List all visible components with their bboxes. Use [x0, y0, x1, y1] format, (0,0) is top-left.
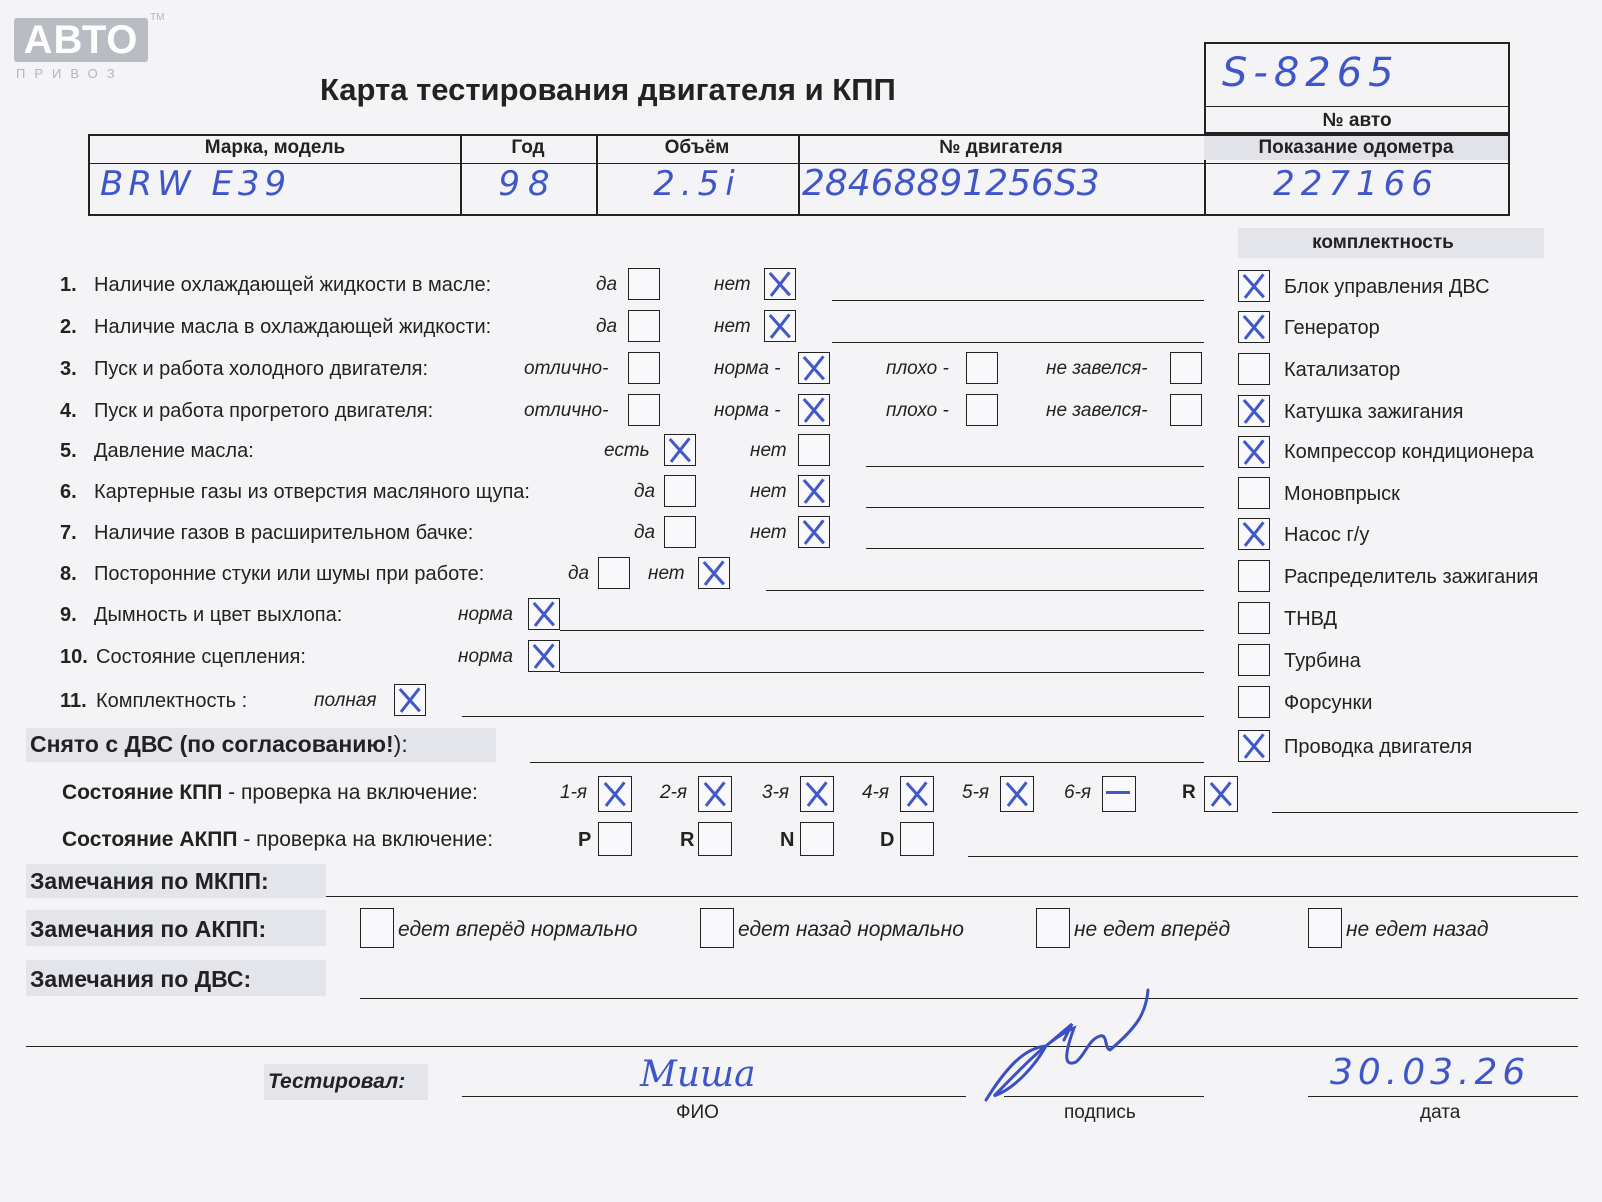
q1-text: Наличие охлаждающей жидкости в масле: — [94, 274, 492, 296]
mkpp-remarks-line — [326, 896, 1578, 897]
akpp-forward-ok-label: едет вперёд нормально — [398, 918, 638, 941]
q10-number: 10. — [60, 646, 88, 668]
col-year — [460, 136, 598, 214]
akpp-forward-ok-checkbox[interactable] — [360, 908, 394, 948]
q11-full-checkbox[interactable] — [394, 684, 426, 716]
kpp-note-line — [1272, 812, 1578, 813]
removed-line — [530, 762, 1204, 763]
q1-number: 1. — [60, 274, 77, 296]
q3-normal-checkbox[interactable] — [798, 352, 830, 384]
q8-number: 8. — [60, 563, 77, 585]
q3-excellent-checkbox[interactable] — [628, 352, 660, 384]
q4-bad-checkbox[interactable] — [966, 394, 998, 426]
kit-injection-pump-label: ТНВД — [1284, 608, 1338, 630]
kit-turbo-label: Турбина — [1284, 650, 1361, 672]
q7-text: Наличие газов в расширительном бачке: — [94, 522, 474, 544]
col-engine-no-header: № двигателя — [939, 137, 1063, 158]
q7-no-checkbox[interactable] — [798, 516, 830, 548]
auto-number-divider — [1206, 106, 1508, 107]
q6-opt-no-label: нет — [750, 481, 787, 502]
gear-5-label: 5-я — [962, 782, 990, 803]
q6-opt-yes-label: да — [634, 481, 656, 502]
akpp-reverse-ok-label: едет назад нормально — [738, 918, 964, 941]
kpp-label-rest: - проверка на включение: — [222, 781, 478, 804]
col-odometer-header: Показание одометра — [1204, 136, 1508, 160]
q11-note-line — [462, 716, 1204, 717]
q3-opt-normal-label: норма - — [714, 358, 781, 379]
kit-ps-pump-label: Насос г/у — [1284, 524, 1370, 546]
auto-number-box — [1204, 42, 1510, 134]
akpp-n-checkbox[interactable] — [800, 822, 834, 856]
q5-text: Давление масла: — [94, 440, 254, 462]
dvs-remarks-line-2 — [26, 1046, 1578, 1047]
col-odometer — [1204, 136, 1508, 214]
q6-number: 6. — [60, 481, 77, 503]
auto-number-label: № авто — [1322, 110, 1392, 131]
test-date: 30.03.26 — [1330, 1052, 1531, 1093]
gear-3-label: 3-я — [762, 782, 790, 803]
col-make — [90, 136, 462, 214]
kit-monoinjection-label: Моновпрыск — [1284, 483, 1400, 505]
kit-catalyst-checkbox[interactable] — [1238, 353, 1270, 385]
kit-header: комплектность — [1312, 232, 1454, 253]
q7-number: 7. — [60, 522, 77, 544]
akpp-n-label: N — [780, 829, 795, 851]
q2-text: Наличие масла в охлаждающей жидкости: — [94, 316, 492, 338]
akpp-label — [62, 828, 493, 852]
q8-yes-checkbox[interactable] — [598, 557, 630, 589]
kit-ignition-coil-label: Катушка зажигания — [1284, 401, 1464, 423]
q5-number: 5. — [60, 440, 77, 462]
q4-opt-excellent-label: отлично- — [524, 400, 609, 421]
q3-text: Пуск и работа холодного двигателя: — [94, 358, 429, 380]
gear-2-label: 2-я — [660, 782, 688, 803]
gear-5-checkbox[interactable] — [1000, 776, 1034, 812]
q4-nostart-checkbox[interactable] — [1170, 394, 1202, 426]
kit-ignition-coil-checkbox[interactable] — [1238, 395, 1270, 427]
q5-no-checkbox[interactable] — [798, 434, 830, 466]
q5-opt-yes-label: есть — [604, 440, 650, 461]
gear-4-checkbox[interactable] — [900, 776, 934, 812]
akpp-note-line — [968, 856, 1578, 857]
kit-injection-pump-checkbox[interactable] — [1238, 602, 1270, 634]
q5-opt-no-label: нет — [750, 440, 787, 461]
q7-opt-no-label: нет — [750, 522, 787, 543]
kit-wiring-label: Проводка двигателя — [1284, 736, 1473, 758]
col-engine-no — [798, 136, 1206, 214]
q7-note-line — [866, 548, 1204, 549]
avtoprivoz-logo: АВТО — [14, 18, 148, 62]
q8-opt-yes-label: да — [568, 563, 590, 584]
akpp-remarks-label: Замечания по АКПП: — [30, 916, 267, 942]
col-odometer-value: 227166 — [1273, 164, 1439, 204]
q2-number: 2. — [60, 316, 77, 338]
gear-1-checkbox[interactable] — [598, 776, 632, 812]
gear-3-checkbox[interactable] — [800, 776, 834, 812]
q1-note-line — [832, 300, 1204, 301]
q8-note-line — [766, 590, 1204, 591]
auto-number-value: S-8265 — [1222, 50, 1400, 96]
vehicle-table — [88, 134, 1510, 216]
q10-text: Состояние сцепления: — [96, 646, 306, 668]
akpp-label-bold: Состояние АКПП — [62, 828, 238, 851]
kit-injectors-checkbox[interactable] — [1238, 686, 1270, 718]
q4-opt-bad-label: плохо - — [886, 400, 949, 421]
kit-ac-compressor-checkbox[interactable] — [1238, 436, 1270, 468]
kit-catalyst-label: Катализатор — [1284, 359, 1401, 381]
q3-bad-checkbox[interactable] — [966, 352, 998, 384]
q9-text: Дымность и цвет выхлопа: — [94, 604, 343, 626]
fio-label: ФИО — [676, 1102, 719, 1123]
q3-nostart-checkbox[interactable] — [1170, 352, 1202, 384]
tested-label: Тестировал: — [268, 1070, 406, 1093]
col-make-value: BRW E39 — [100, 164, 292, 204]
akpp-r-label: R — [680, 829, 695, 851]
q3-opt-bad-label: плохо - — [886, 358, 949, 379]
gear-r-checkbox[interactable] — [1204, 776, 1238, 812]
q1-yes-checkbox[interactable] — [628, 268, 660, 300]
kit-distributor-checkbox[interactable] — [1238, 560, 1270, 592]
q6-no-checkbox[interactable] — [798, 475, 830, 507]
kit-monoinjection-checkbox[interactable] — [1238, 477, 1270, 509]
q4-opt-normal-label: норма - — [714, 400, 781, 421]
col-volume-header: Объём — [664, 137, 730, 158]
akpp-p-label: P — [578, 829, 592, 851]
q2-note-line — [832, 342, 1204, 343]
kit-injectors-label: Форсунки — [1284, 692, 1373, 714]
dvs-remarks-label: Замечания по ДВС: — [30, 966, 252, 992]
q9-note-line — [560, 630, 1204, 631]
akpp-label-rest: - проверка на включение: — [237, 828, 494, 851]
akpp-no-reverse-checkbox[interactable] — [1308, 908, 1342, 948]
q3-opt-excellent-label: отлично- — [524, 358, 609, 379]
q2-no-checkbox[interactable] — [764, 310, 796, 342]
q4-number: 4. — [60, 400, 77, 422]
logo-trademark: TM — [150, 12, 165, 23]
kit-generator-label: Генератор — [1284, 317, 1380, 339]
q4-opt-nostart-label: не завелся- — [1046, 400, 1148, 421]
gear-r-label: R — [1182, 782, 1196, 803]
date-label: дата — [1420, 1102, 1461, 1123]
removed-label-tail: ): — [393, 731, 408, 757]
q8-text: Посторонние стуки или шумы при работе: — [94, 563, 485, 585]
col-volume — [596, 136, 800, 214]
q9-number: 9. — [60, 604, 77, 626]
q7-yes-checkbox[interactable] — [664, 516, 696, 548]
q4-text: Пуск и работа прогретого двигателя: — [94, 400, 434, 422]
kit-ps-pump-checkbox[interactable] — [1238, 518, 1270, 550]
kit-wiring-checkbox[interactable] — [1238, 730, 1270, 762]
q10-note-line — [560, 672, 1204, 673]
kit-generator-checkbox[interactable] — [1238, 311, 1270, 343]
q8-no-checkbox[interactable] — [698, 557, 730, 589]
akpp-reverse-ok-checkbox[interactable] — [700, 908, 734, 948]
kit-distributor-label: Распределитель зажигания — [1284, 566, 1539, 588]
q6-note-line — [866, 507, 1204, 508]
q10-normal-checkbox[interactable] — [528, 640, 560, 672]
akpp-no-forward-checkbox[interactable] — [1036, 908, 1070, 948]
q11-opt-full-label: полная — [314, 690, 377, 711]
col-volume-value: 2.5i — [653, 164, 741, 204]
q3-number: 3. — [60, 358, 77, 380]
dvs-remarks-line — [360, 998, 1578, 999]
q1-no-checkbox[interactable] — [764, 268, 796, 300]
akpp-no-forward-label: не едет вперёд — [1074, 918, 1231, 941]
gear-6-label: 6-я — [1064, 782, 1092, 803]
q6-yes-checkbox[interactable] — [664, 475, 696, 507]
q6-text: Картерные газы из отверстия масляного щупа: — [94, 481, 530, 503]
q9-opt-normal-label: норма — [458, 604, 513, 625]
kit-turbo-checkbox[interactable] — [1238, 644, 1270, 676]
gear-1-label: 1-я — [560, 782, 588, 803]
q2-opt-yes-label: да — [596, 316, 618, 337]
kpp-label-bold: Состояние КПП — [62, 781, 223, 804]
q9-normal-checkbox[interactable] — [528, 598, 560, 630]
akpp-d-checkbox[interactable] — [900, 822, 934, 856]
kit-ac-compressor-label: Компрессор кондиционера — [1284, 441, 1534, 463]
q2-yes-checkbox[interactable] — [628, 310, 660, 342]
akpp-r-checkbox[interactable] — [698, 822, 732, 856]
q5-yes-checkbox[interactable] — [664, 434, 696, 466]
akpp-no-reverse-label: не едет назад — [1346, 918, 1489, 941]
col-make-header: Марка, модель — [204, 137, 346, 158]
q1-opt-no-label: нет — [714, 274, 751, 295]
q1-opt-yes-label: да — [596, 274, 618, 295]
q8-opt-no-label: нет — [648, 563, 685, 584]
mkpp-remarks-label: Замечания по МКПП: — [30, 868, 269, 894]
signature-label: подпись — [1064, 1102, 1136, 1123]
kpp-label — [62, 781, 478, 805]
akpp-p-checkbox[interactable] — [598, 822, 632, 856]
akpp-d-label: D — [880, 829, 895, 851]
q2-opt-no-label: нет — [714, 316, 751, 337]
kit-ecu-checkbox[interactable] — [1238, 270, 1270, 302]
col-year-header: Год — [511, 137, 545, 158]
q11-text: Комплектность : — [96, 690, 248, 712]
q7-opt-yes-label: да — [634, 522, 656, 543]
tester-name: Миша — [640, 1054, 756, 1095]
gear-6-checkbox[interactable] — [1102, 776, 1136, 812]
q4-normal-checkbox[interactable] — [798, 394, 830, 426]
gear-2-checkbox[interactable] — [698, 776, 732, 812]
q5-note-line — [866, 466, 1204, 467]
kit-ecu-label: Блок управления ДВС — [1284, 276, 1490, 298]
removed-label-bold: Снято с ДВС (по согласованию! — [30, 731, 394, 757]
col-year-value: 98 — [498, 164, 558, 204]
date-line — [1308, 1096, 1578, 1097]
fio-line — [462, 1096, 966, 1097]
q10-opt-normal-label: норма — [458, 646, 513, 667]
q4-excellent-checkbox[interactable] — [628, 394, 660, 426]
logo-subtitle: ПРИВОЗ — [16, 66, 124, 81]
signature-scribble — [976, 988, 1156, 1112]
removed-label — [30, 731, 408, 758]
q11-number: 11. — [60, 690, 87, 712]
q3-opt-nostart-label: не завелся- — [1046, 358, 1148, 379]
page-title: Карта тестирования двигателя и КПП — [320, 72, 896, 107]
gear-4-label: 4-я — [862, 782, 890, 803]
col-engine-no-value: 28468891256S3 — [802, 163, 1100, 204]
signature-line — [1004, 1096, 1204, 1097]
